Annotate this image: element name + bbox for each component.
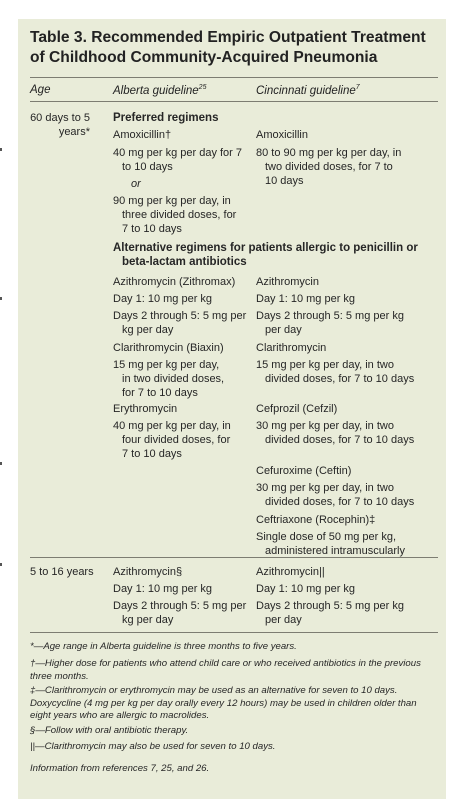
table-title: Table 3. Recommended Empiric Outpatient Treatment of Childhood Community-Acquired Pneumonia (30, 29, 426, 66)
cin-older-days2: Days 2 through 5: 5 mg per kg per day (256, 600, 404, 626)
footnote-clarithromycin-alternative: ‡—Clarithromycin or erythromycin may be used as an alternative for seven to 10 days. Doxycycline (4 mg per kg per day orally every 12 hours) may be used in children older than eight years who are allergic to macrolides. (30, 685, 417, 722)
header-alberta: Alberta guideline$^{25}$ (113, 84, 207, 97)
footnote-age-range: *—Age range in Alberta guideline is three months to five years. (30, 641, 297, 652)
alberta-pref-or: or (131, 178, 141, 190)
alberta-alt-azithro-day1: Day 1: 10 mg per kg (113, 293, 213, 305)
section-preferred: Preferred regimens (113, 112, 219, 124)
header-age: Age (30, 84, 51, 96)
cin-alt-ceftriaxone: Ceftriaxone (Rocephin)‡ (256, 514, 376, 526)
cin-alt-cefuroxime: Cefuroxime (Ceftin) (256, 465, 352, 477)
cin-alt-cefprozil-dose: 30 mg per kg per day, in two divided doses, for 7 to 10 days (256, 420, 415, 446)
row-divider (30, 557, 438, 558)
cin-alt-clarithro-dose: 15 mg per kg per day, in two divided doses, for 7 to 10 days (256, 359, 415, 385)
age-older: 5 to 16 years (30, 566, 94, 578)
cin-pref-dose: 80 to 90 mg per kg per day, in two divided doses, for 7 to 10 days (256, 147, 402, 187)
table-bottom-rule (30, 632, 438, 633)
margin-mark (0, 297, 2, 300)
alberta-alt-erythro-dose: 40 mg per kg per day, in four divided doses, for 7 to 10 days (113, 420, 231, 460)
cin-pref-drug: Amoxicillin (256, 129, 308, 141)
header-bottom-rule (30, 101, 438, 102)
alberta-pref-dose2: 90 mg per kg per day, in three divided doses, for 7 to 10 days (113, 195, 237, 235)
alberta-pref-dose1: 40 mg per kg per day for 7 to 10 days (113, 147, 243, 173)
alberta-alt-erythro: Erythromycin (113, 403, 178, 415)
cincinnati-ref: 7 (355, 84, 360, 91)
footnote-references: Information from references 7, 25, and 26. (30, 763, 210, 774)
cin-older-day1: Day 1: 10 mg per kg (256, 583, 356, 595)
margin-mark (0, 148, 2, 151)
footnote-clarithromycin-duration: ||—Clarithromycin may also be used for seven to 10 days. (30, 741, 276, 752)
cin-older-drug: Azithromycin|| (256, 566, 325, 578)
age-young: 60 days to 5 years* (30, 112, 90, 138)
header-cincinnati: Cincinnati guideline$^7$ (256, 84, 360, 97)
alberta-alt-azithro: Azithromycin (Zithromax) (113, 276, 236, 288)
cin-alt-cefuroxime-dose: 30 mg per kg per day, in two divided doses, for 7 to 10 days (256, 482, 415, 508)
alberta-alt-clarithro: Clarithromycin (Biaxin) (113, 342, 224, 354)
alberta-older-drug: Azithromycin§ (113, 566, 183, 578)
cin-alt-ceftriaxone-dose: Single dose of 50 mg per kg, administered intramuscularly (256, 531, 405, 557)
section-alternative: Alternative regimens for patients allergic to penicillin or beta-lactam antibiotics (113, 242, 418, 268)
margin-mark (0, 563, 2, 566)
cin-alt-clarithro: Clarithromycin (256, 342, 327, 354)
cin-alt-azithro-days2: Days 2 through 5: 5 mg per kg per day (256, 310, 404, 336)
cin-alt-cefprozil: Cefprozil (Cefzil) (256, 403, 338, 415)
cin-alt-azithro-day1: Day 1: 10 mg per kg (256, 293, 356, 305)
header-top-rule (30, 77, 438, 78)
alberta-alt-clarithro-dose: 15 mg per kg per day, in two divided doses, for 7 to 10 days (113, 359, 225, 399)
alberta-older-day1: Day 1: 10 mg per kg (113, 583, 213, 595)
footnote-higher-dose: †—Higher dose for patients who attend child care or who received antibiotics in the previous three months. (30, 658, 421, 682)
alberta-ref: 25 (198, 84, 207, 91)
margin-mark (0, 462, 2, 465)
cin-alt-azithro: Azithromycin (256, 276, 319, 288)
alberta-alt-azithro-days2: Days 2 through 5: 5 mg per kg per day (113, 310, 247, 336)
table-panel (18, 19, 446, 799)
alberta-pref-drug: Amoxicillin† (113, 129, 172, 141)
footnote-oral-followup: §—Follow with oral antibiotic therapy. (30, 725, 189, 736)
alberta-older-days2: Days 2 through 5: 5 mg per kg per day (113, 600, 247, 626)
